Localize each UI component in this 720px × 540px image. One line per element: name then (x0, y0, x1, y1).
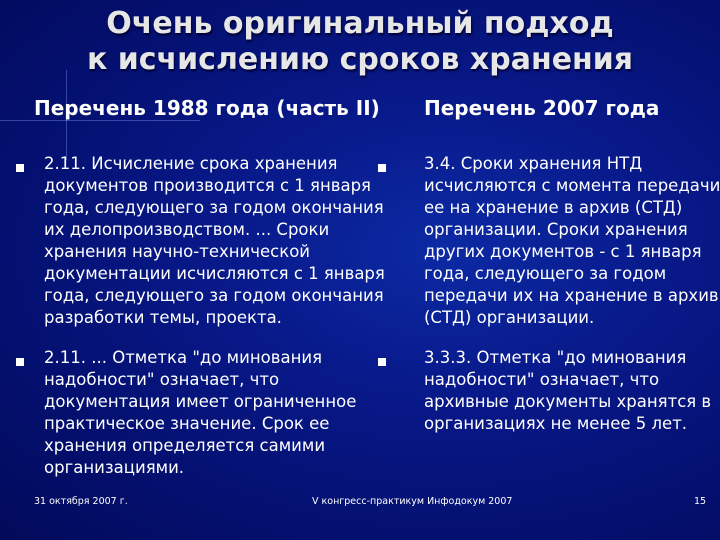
text-line: организации. Сроки хранения (424, 220, 688, 239)
text-line: организациями. (44, 458, 185, 477)
bullet-icon (16, 164, 24, 172)
right-item-1 (424, 153, 720, 329)
text-line: хранения научно-технической (44, 242, 311, 261)
text-line: документации исчисляются с 1 января (44, 264, 385, 283)
slide-title (0, 6, 720, 78)
bullet-icon (378, 358, 386, 366)
text-line: 2.11. Исчисление срока хранения (44, 154, 338, 173)
text-line: года, следующего за годом окончания (44, 198, 384, 217)
slide-title-line-2: к исчислению сроков хранения (86, 42, 634, 77)
text-line: надобности" означает, что (44, 370, 280, 389)
slide-title-line-1: Очень оригинальный подход (106, 6, 614, 41)
page-number: 15 (694, 496, 707, 507)
text-line: ее на хранение в архив (СТД) (424, 198, 683, 217)
right-column-heading: Перечень 2007 года (424, 96, 660, 120)
right-item-2 (424, 347, 711, 435)
text-line: документация имеет ограниченное (44, 392, 357, 411)
text-line: передачи их на хранение в архив (424, 286, 719, 305)
text-line: разработки темы, проекта. (44, 308, 282, 327)
footer-date: 31 октября 2007 г. (34, 496, 128, 507)
text-line: года, следующего за годом (424, 264, 667, 283)
text-line: 3.4. Сроки хранения НТД (424, 154, 643, 173)
bullet-icon (16, 358, 24, 366)
decorative-horizontal-line (0, 120, 200, 121)
text-line: других документов - с 1 января (424, 242, 702, 261)
left-item-1 (44, 153, 385, 329)
text-line: исчисляются с момента передачи (424, 176, 720, 195)
text-line: их делопроизводством. ... Сроки (44, 220, 330, 239)
text-line: 3.3.3. Отметка "до минования (424, 348, 687, 367)
text-line: надобности" означает, что (424, 370, 660, 389)
text-line: года, следующего за годом окончания (44, 286, 384, 305)
text-line: практическое значение. Срок ее (44, 414, 330, 433)
text-line: хранения определяется самими (44, 436, 326, 455)
footer-event: V конгресс-практикум Инфодокум 2007 (312, 496, 513, 507)
text-line: (СТД) организации. (424, 308, 595, 327)
text-line: организациях не менее 5 лет. (424, 414, 688, 433)
text-line: 2.11. ... Отметка "до минования (44, 348, 323, 367)
left-column-heading: Перечень 1988 года (часть II) (34, 96, 380, 120)
text-line: архивные документы хранятся в (424, 392, 712, 411)
left-item-2 (44, 347, 356, 479)
text-line: документов производится с 1 января (44, 176, 371, 195)
bullet-icon (378, 164, 386, 172)
